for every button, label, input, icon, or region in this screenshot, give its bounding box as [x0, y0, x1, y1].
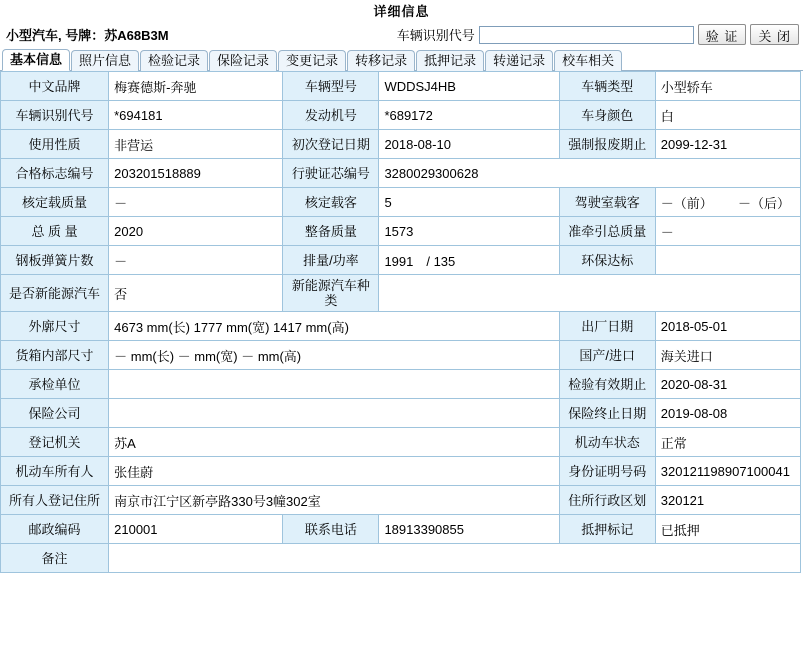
- insurance-end-label: 保险终止日期: [559, 399, 655, 428]
- id-number-value: 320121198907100041: [655, 457, 800, 486]
- vehicle-detail-table: [0, 71, 801, 573]
- origin-label: 国产/进口: [559, 341, 655, 370]
- tab-forward-records[interactable]: 转递记录: [485, 50, 553, 71]
- table-row: [1, 515, 801, 544]
- vehicle-type-value: 小型轿车: [655, 72, 800, 101]
- cab-seats-value: [655, 188, 800, 217]
- tab-transfer-records[interactable]: 转移记录: [347, 50, 415, 71]
- mortgage-mark-label: 抵押标记: [559, 515, 655, 544]
- table-row: [1, 101, 801, 130]
- body-color-value: 白: [655, 101, 800, 130]
- table-row: [1, 72, 801, 101]
- inspection-valid-value: 2020-08-31: [655, 370, 800, 399]
- emission-standard-value: [655, 246, 800, 275]
- tab-insurance-records[interactable]: 保险记录: [209, 50, 277, 71]
- inspection-valid-label: 检验有效期止: [559, 370, 655, 399]
- remark-label: 备注: [1, 544, 109, 573]
- owner-label: 机动车所有人: [1, 457, 109, 486]
- tow-mass-label: 准牵引总质量: [559, 217, 655, 246]
- table-row: [1, 544, 801, 573]
- certificate-label: 合格标志编号: [1, 159, 109, 188]
- seats-value: 5: [379, 188, 559, 217]
- tab-basic-info[interactable]: 基本信息: [2, 49, 70, 71]
- engine-value: *689172: [379, 101, 559, 130]
- district-code-value: 320121: [655, 486, 800, 515]
- curb-mass-label: 整备质量: [283, 217, 379, 246]
- table-row: [1, 312, 801, 341]
- insurance-company-label: 保险公司: [1, 399, 109, 428]
- postcode-value: 210001: [109, 515, 283, 544]
- body-color-label: 车身颜色: [559, 101, 655, 130]
- inspection-org-label: 承检单位: [1, 370, 109, 399]
- table-row: [1, 275, 801, 312]
- cargo-dimension-label: 货箱内部尺寸: [1, 341, 109, 370]
- inspection-org-value: [109, 370, 560, 399]
- remark-value: [109, 544, 801, 573]
- tab-change-records[interactable]: 变更记录: [278, 50, 346, 71]
- vehicle-plate-label: 小型汽车, 号牌：苏A68B3M: [6, 28, 169, 43]
- vehicle-type-label: 车辆类型: [559, 72, 655, 101]
- use-nature-label: 使用性质: [1, 130, 109, 159]
- table-row: [1, 341, 801, 370]
- new-energy-type-label: 新能源汽车种类: [283, 275, 379, 312]
- table-row: [1, 159, 801, 188]
- insurance-end-value: 2019-08-08: [655, 399, 800, 428]
- emission-standard-label: 环保达标: [559, 246, 655, 275]
- brand-value: 梅赛德斯-奔驰: [109, 72, 283, 101]
- table-row: [1, 486, 801, 515]
- leaf-spring-label: 钢板弹簧片数: [1, 246, 109, 275]
- table-row: [1, 457, 801, 486]
- tab-inspection-records[interactable]: 检验记录: [140, 50, 208, 71]
- tab-photo-info[interactable]: 照片信息: [71, 50, 139, 71]
- table-row: [1, 370, 801, 399]
- registration-org-value: 苏A: [109, 428, 560, 457]
- displacement-power-label: 排量/功率: [283, 246, 379, 275]
- cargo-dimension-value: － mm(长) － mm(宽) － mm(高): [109, 341, 560, 370]
- table-row: [1, 246, 801, 275]
- scrap-date-label: 强制报废期止: [559, 130, 655, 159]
- phone-value: 18913390855: [379, 515, 559, 544]
- factory-date-label: 出厂日期: [559, 312, 655, 341]
- gross-mass-label: 总 质 量: [1, 217, 109, 246]
- tab-strip: [0, 48, 803, 71]
- vehicle-status-value: 正常: [655, 428, 800, 457]
- tab-mortgage-records[interactable]: 抵押记录: [416, 50, 484, 71]
- vin-field-label: 车辆识别代号: [396, 28, 475, 43]
- district-code-label: 住所行政区划: [559, 486, 655, 515]
- curb-mass-value: 1573: [379, 217, 559, 246]
- id-number-label: 身份证明号码: [559, 457, 655, 486]
- new-energy-value: 否: [109, 275, 283, 312]
- verify-button[interactable]: 验 证: [698, 24, 747, 45]
- cab-seats-rear: －（后）: [738, 196, 791, 212]
- vin-value: *694181: [109, 101, 283, 130]
- phone-label: 联系电话: [283, 515, 379, 544]
- engine-label: 发动机号: [283, 101, 379, 130]
- origin-value: 海关进口: [655, 341, 800, 370]
- table-row: [1, 217, 801, 246]
- new-energy-label: 是否新能源汽车: [1, 275, 109, 312]
- certificate-value: 203201518889: [109, 159, 283, 188]
- load-mass-value: －: [109, 188, 283, 217]
- mortgage-mark-value: 已抵押: [655, 515, 800, 544]
- model-value: WDDSJ4HB: [379, 72, 559, 101]
- address-value: 南京市江宁区新亭路330号3幢302室: [109, 486, 560, 515]
- vehicle-status-label: 机动车状态: [559, 428, 655, 457]
- factory-date-value: 2018-05-01: [655, 312, 800, 341]
- license-chip-label: 行驶证芯编号: [283, 159, 379, 188]
- leaf-spring-value: －: [109, 246, 283, 275]
- first-registration-value: 2018-08-10: [379, 130, 559, 159]
- postcode-label: 邮政编码: [1, 515, 109, 544]
- registration-org-label: 登记机关: [1, 428, 109, 457]
- gross-mass-value: 2020: [109, 217, 283, 246]
- vin-input[interactable]: [479, 26, 694, 44]
- model-label: 车辆型号: [283, 72, 379, 101]
- cab-seats-front: －（前）: [660, 196, 713, 212]
- table-row: [1, 188, 801, 217]
- search-bar: [0, 22, 803, 48]
- address-label: 所有人登记住所: [1, 486, 109, 515]
- use-nature-value: 非营运: [109, 130, 283, 159]
- vin-label: 车辆识别代号: [1, 101, 109, 130]
- first-registration-label: 初次登记日期: [283, 130, 379, 159]
- brand-label: 中文品牌: [1, 72, 109, 101]
- dimension-label: 外廓尺寸: [1, 312, 109, 341]
- scrap-date-value: 2099-12-31: [655, 130, 800, 159]
- load-mass-label: 核定载质量: [1, 188, 109, 217]
- window-title: 详细信息: [373, 4, 430, 19]
- new-energy-type-value: [379, 275, 801, 312]
- close-button[interactable]: 关 闭: [750, 24, 799, 45]
- table-row: [1, 428, 801, 457]
- dimension-value: 4673 mm(长) 1777 mm(宽) 1417 mm(高): [109, 312, 560, 341]
- seats-label: 核定载客: [283, 188, 379, 217]
- displacement-power-value: 1991 / 135: [379, 246, 559, 275]
- cab-seats-label: 驾驶室载客: [559, 188, 655, 217]
- table-row: [1, 130, 801, 159]
- insurance-company-value: [109, 399, 560, 428]
- owner-value: 张佳蔚: [109, 457, 560, 486]
- tab-school-bus[interactable]: 校车相关: [554, 50, 622, 71]
- license-chip-value: 3280029300628: [379, 159, 801, 188]
- table-row: [1, 399, 801, 428]
- tow-mass-value: －: [655, 217, 800, 246]
